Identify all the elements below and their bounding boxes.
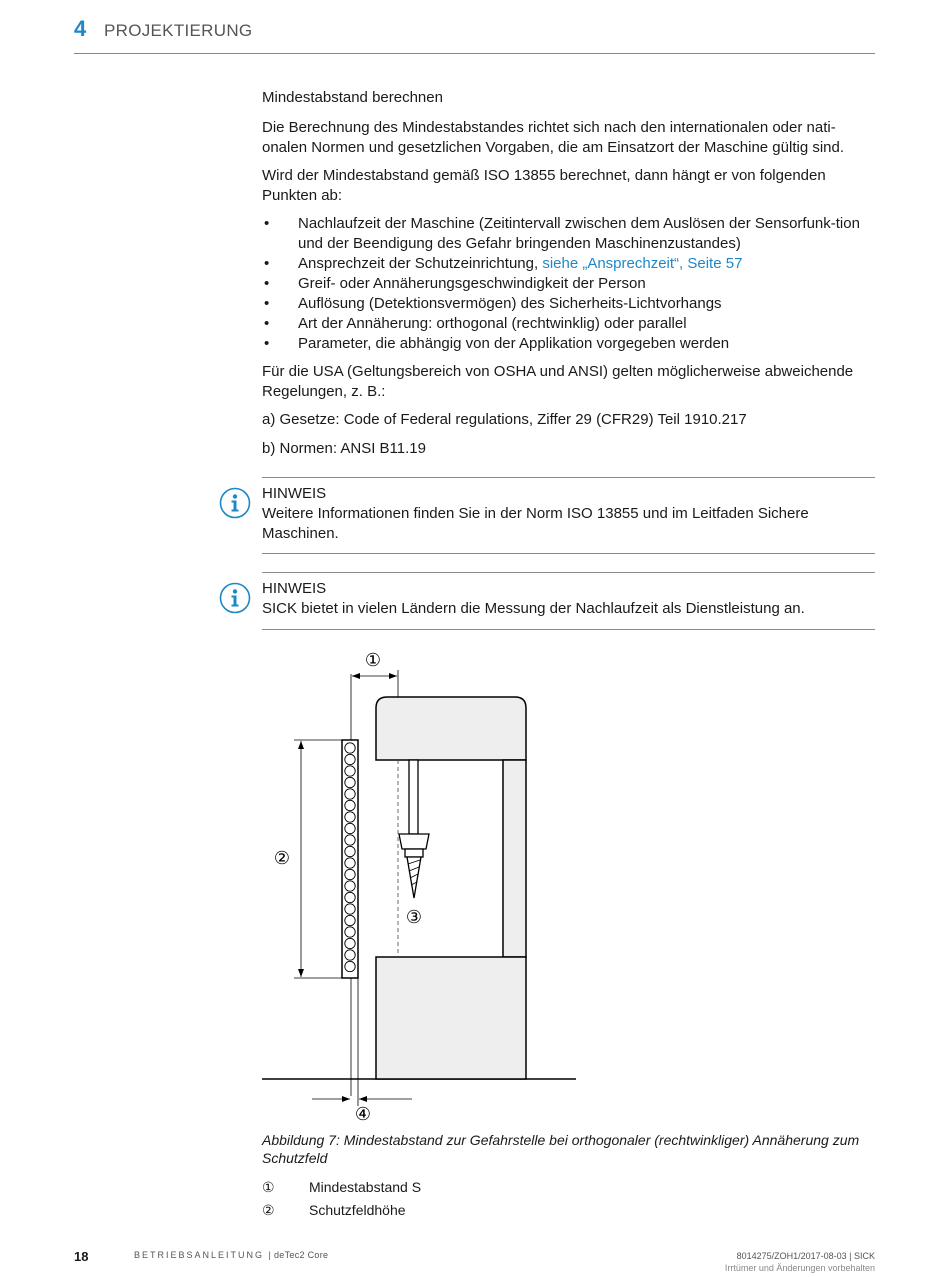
drill-bit: [407, 857, 421, 898]
light-curtain: [342, 740, 358, 978]
callout-2: ②: [273, 848, 291, 869]
paragraph-norms: b) Normen: ANSI B11.19: [262, 440, 426, 457]
list-item: • Parameter, die abhängig von der Applikation vorgegeben werden: [262, 334, 875, 354]
info-icon: [219, 487, 251, 519]
list-item: • Nachlaufzeit der Maschine (Zeitintervall zwischen dem Auslösen der Sensorfunk-tion und der Beendigung des Gefahr bringenden Maschinenzustandes): [262, 214, 875, 254]
machine-column: [503, 760, 526, 957]
machine-base: [376, 957, 526, 1079]
info-icon: [219, 582, 251, 614]
footer-disclaimer: Irrtümer und Änderungen vorbehalten: [724, 1263, 875, 1273]
factor-list: [262, 214, 875, 354]
callout-4: ④: [354, 1104, 372, 1125]
list-item: • Greif- oder Annäherungsgeschwindigkeit der Person: [262, 274, 875, 294]
note-title: HINWEIS: [262, 485, 327, 502]
callout-3: ③: [405, 907, 423, 928]
list-item: • Ansprechzeit der Schutzeinrichtung, siehe „Ansprechzeit“, Seite 57: [262, 254, 875, 274]
page-number: 18: [74, 1249, 89, 1264]
figure-legend: [262, 1176, 875, 1222]
tool-spindle: [409, 760, 418, 834]
list-item: • Art der Annäherung: orthogonal (rechtwinklig) oder parallel: [262, 314, 875, 334]
callout-1: ①: [364, 650, 382, 671]
footer-product: | deTec2 Core: [268, 1250, 329, 1260]
list-item: • Auflösung (Detektionsvermögen) des Sicherheits-Lichtvorhangs: [262, 294, 875, 314]
machine-head: [376, 697, 526, 760]
response-time-link[interactable]: siehe „Ansprechzeit“, Seite 57: [542, 255, 743, 272]
section-heading: Mindestabstand berechnen: [262, 89, 443, 106]
paragraph-usa: Für die USA (Geltungsbereich von OSHA und ANSI) gelten möglicherweise abweichende Regelungen, z. B.:: [262, 363, 854, 400]
paragraph-laws: a) Gesetze: Code of Federal regulations, Ziffer 29 (CFR29) Teil 1910.217: [262, 411, 747, 428]
note-title: HINWEIS: [262, 580, 327, 597]
legend-item: ① Mindestabstand S: [262, 1179, 422, 1195]
figure-caption: Abbildung 7: Mindestabstand zur Gefahrstelle bei orthogonaler (rechtwinkliger) Annäherung zum Schutzfeld: [262, 1132, 860, 1166]
legend-item: ② Schutzfeldhöhe: [262, 1202, 406, 1218]
note-text: Weitere Informationen finden Sie in der Norm ISO 13855 und im Leitfaden Sichere Maschinen.: [262, 505, 809, 542]
note-box: [262, 477, 875, 554]
distance-diagram: [262, 646, 592, 1126]
chapter-title: PROJEKTIERUNG: [104, 21, 253, 40]
page-header: [74, 16, 875, 54]
footer-document-type: BETRIEBSANLEITUNG | deTec2 Core: [134, 1250, 329, 1260]
chapter-number: 4: [74, 16, 87, 41]
footer-document-id: 8014275/ZOH1/2017-08-03 | SICK Irrtümer und Änderungen vorbehalten: [724, 1251, 875, 1273]
note-text: SICK bietet in vielen Ländern die Messung der Nachlaufzeit als Dienstleistung an.: [262, 600, 805, 617]
paragraph-standards: Die Berechnung des Mindestabstandes richtet sich nach den internationalen oder nati-onalen Normen und gesetzlichen Vorgaben, die am Einsatzort der Maschine gültig sind.: [262, 119, 845, 156]
paragraph-iso: Wird der Mindestabstand gemäß ISO 13855 berechnet, dann hängt er von folgenden Punkten ab:: [262, 167, 826, 204]
tool-chuck: [399, 834, 429, 849]
note-box: [262, 572, 875, 630]
